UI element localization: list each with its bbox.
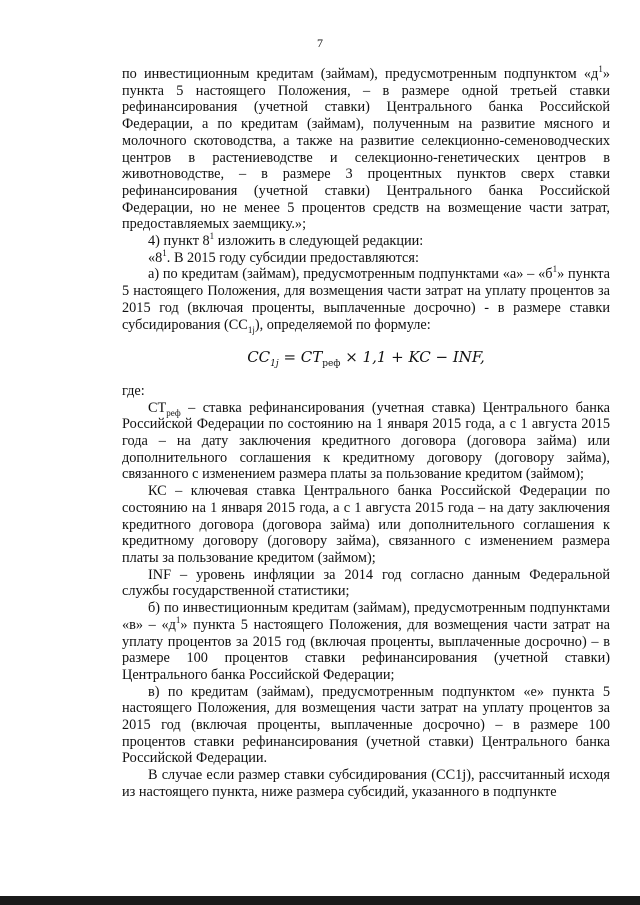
bottom-bar	[0, 896, 640, 905]
paragraph-if-rate: В случае если размер ставки субсидирования (СС1j), рассчитанный исходя из настоящего пункта, ниже размера субсидий, указанного в подпункте	[122, 767, 610, 800]
paragraph-subitem-v: в) по кредитам (займам), предусмотренным подпунктом «е» пункта 5 настоящего Положения, для возмещения части затрат на уплату процентов за 2015 год (включая проценты, выплаченные досрочно) – в размере 100 процентов ставки рефинансирования (учетной ставки) Центрального банка Российской Федерации.	[122, 683, 610, 767]
superscript: 1	[175, 615, 181, 626]
superscript: 1	[598, 64, 603, 75]
subscript: реф	[166, 407, 181, 418]
text: » пункта 5 настоящего Положения, для возмещения части затрат на уплату процентов за 2015 год (включая проценты, выплаченные досрочно) - в размере ставки субсидирования (СС	[122, 266, 610, 333]
text: СТ	[148, 399, 167, 416]
formula-text: × 1,1 + KC − INF,	[340, 348, 485, 367]
text: . В 2015 году субсидии предоставляются:	[166, 249, 419, 266]
text: «8	[148, 249, 163, 266]
paragraph-inflation: INF – уровень инфляции за 2014 год согласно данным Федеральной службы государственной статистики;	[122, 566, 610, 600]
document-body	[122, 66, 610, 801]
paragraph-ct-ref	[122, 400, 610, 484]
text: изложить в следующей редакции:	[214, 233, 424, 250]
superscript: 1	[209, 231, 215, 242]
text: по инвестиционным кредитам (займам), предусмотренным подпунктом «д	[122, 66, 599, 82]
formula-subscript: 1j	[270, 359, 279, 370]
paragraph-subitem-a	[122, 266, 610, 333]
text: » пункта 5 настоящего Положения, для возмещения части затрат на уплату процентов за 2015 год (включая проценты, выплаченные досрочно) – в размере 100 процентов ставки рефинансирования (учетной ставки) Центрального банка Российской Федерации;	[122, 616, 610, 683]
formula-text: = CT	[278, 348, 323, 367]
paragraph-subitem-b	[122, 600, 610, 684]
text: ), определяемой по формуле:	[254, 316, 431, 333]
formula	[122, 348, 610, 370]
paragraph-key-rate: КС – ключевая ставка Центрального банка Российской Федерации по состоянию на 1 января 2015 года, а с 1 августа 2015 года – на дату заключения кредитного договора (договора займа) или дополнительного соглашения к кредитному договору (договору займа), связанного с изменением размера платы за пользование кредитом (займом);	[122, 483, 610, 566]
text: » пункта 5 настоящего Положения, – в размере одной третьей ставки рефинансирования (учетной ставки) Центрального банка Российской Федерации, а по кредитам (займам), полученным на развитие мясного и молочного скотоводства, а также на развитие селекционно-семеноводческих центров в растениеводстве и селекционно-генетических центров в животноводстве, – в размере 3 процентных пунктов сверх ставки рефинансирования (учетной ставки) Центрального банка Российской Федерации, но не менее 5 процентов средств на возмещение части затрат, предоставляемых заемщику.»;	[122, 66, 610, 233]
paragraph-investment-credits	[122, 66, 610, 233]
superscript: 1	[552, 264, 558, 275]
formula-lhs: CC	[247, 348, 271, 367]
text: б) по инвестиционным кредитам (займам), предусмотренным подпунктами «в» – «д	[122, 600, 610, 633]
formula-subscript: реф	[322, 359, 341, 370]
page-number: 7	[317, 36, 323, 50]
superscript: 1	[162, 247, 167, 258]
paragraph-item-4	[122, 233, 610, 250]
paragraph-where: где:	[122, 382, 145, 399]
text: 4) пункт 8	[148, 233, 210, 250]
text: – ставка рефинансирования (учетная ставка) Центрального банка Российской Федерации по состоянию на 1 января 2015 года, а с 1 августа 2015 года – на дату заключения кредитного договора (договора займа) или дополнительного соглашения к кредитному договору (договору займа), связанного с изменением размера платы за пользование кредитом (займом);	[122, 399, 610, 483]
text: а) по кредитам (займам), предусмотренным подпунктами «а» – «б	[148, 266, 553, 283]
subscript: 1j	[247, 324, 255, 335]
paragraph-8-1	[122, 247, 610, 267]
